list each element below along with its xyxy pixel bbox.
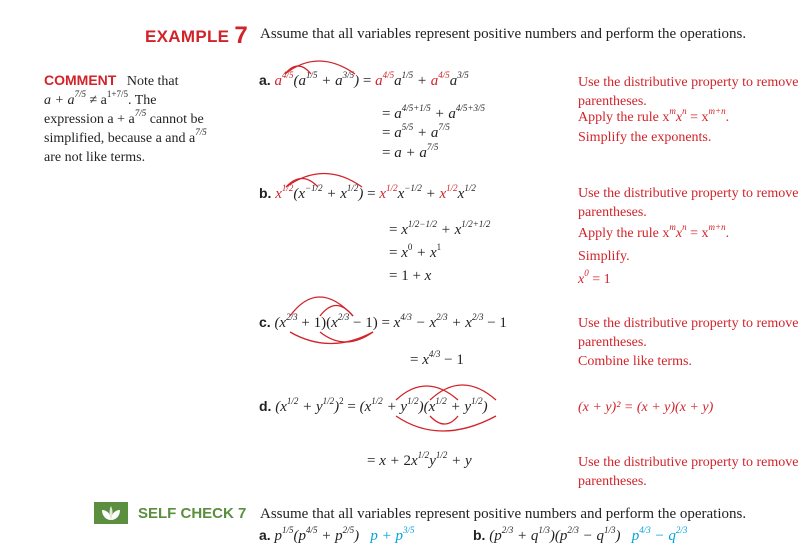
self-check-badge [94, 502, 128, 524]
part-a-line-3: = $a^{5/5} + a^{7/5}$ [382, 122, 450, 141]
leaf-badge-icon [94, 502, 128, 524]
arc-d-4 [430, 416, 458, 424]
part-b-line-3: = $x^0 + x^1$ [389, 242, 442, 261]
part-b-line-1: b. $x^{1/2}(x^{-1/2} + x^{1/2}) = x^{1/2}x^{-1/2} + x^{1/2}x^{1/2}$ [259, 183, 476, 202]
note-b-4: $x^0 = 1$ [578, 268, 611, 287]
self-check-instruction: Assume that all variables represent positive numbers and perform the operations. [260, 506, 747, 522]
example-label-text: EXAMPLE [145, 27, 230, 46]
part-d-line-1: d. $(x^{1/2} + y^{1/2})^2 = (x^{1/2} + y^{1/2})(x^{1/2} + y^{1/2})$ [259, 396, 488, 415]
comment-line-5: are not like terms. [44, 150, 146, 165]
comment-block [44, 71, 207, 167]
note-d-1: (x + y)² = (x + y)(x + y) [578, 400, 714, 415]
arc-c-2 [290, 332, 373, 344]
comment-line-2: $a + a^{7/5} \ne a^{1+7/5}$. The [44, 89, 157, 108]
part-c-line-2: = $x^{4/3} - 1$ [410, 349, 464, 368]
self-check-b-answer: $p^{4/3} - q^{2/3}$ [631, 525, 688, 544]
part-a-line-2: = $a^{4/5+1/5} + a^{4/5+3/5}$ [382, 103, 485, 122]
self-check-a: a. $p^{1/5}(p^{4/5} + p^{2/5}) p + p^{3/5}$ [259, 525, 415, 544]
comment-line-4: simplified, because a and $a^{7/5}$ [44, 127, 207, 146]
comment-line-3: expression $a + a^{7/5}$ cannot be [44, 108, 204, 127]
part-d-line-2: = $x + 2x^{1/2}y^{1/2} + y$ [367, 450, 472, 469]
part-c-line-1: c. $(x^{2/3} + 1)(x^{2/3} - 1) = x^{4/3} - x^{2/3} + x^{2/3} - 1$ [259, 312, 507, 331]
comment-text-1: Note that [126, 74, 179, 89]
note-b-1: Use the distributive property to remove parentheses. [578, 186, 799, 220]
note-a-1: Use the distributive property to remove parentheses. [578, 75, 799, 109]
part-b-line-2: = $x^{1/2-1/2} + x^{1/2+1/2}$ [389, 219, 491, 238]
comment-title: COMMENT [44, 72, 117, 88]
example-instruction: Assume that all variables represent positive numbers and perform the operations. [260, 26, 747, 42]
self-check-b: b. $(p^{2/3} + q^{1/3})(p^{2/3} - q^{1/3}) p^{4/3} - q^{2/3}$ [473, 525, 688, 544]
example-number: 7 [234, 22, 248, 49]
part-b-line-4: = 1 + x [389, 268, 432, 284]
part-a-line-1: a. $a^{4/5}(a^{1/5} + a^{3/5}) = a^{4/5}a^{1/5} + a^{4/5}a^{3/5}$ [259, 70, 469, 89]
arc-c-4 [320, 332, 373, 342]
arc-d-2 [396, 416, 496, 431]
part-a-line-4: = $a + a^{7/5}$ [382, 142, 439, 161]
part-a-label: a. [259, 72, 271, 88]
comment-line-1 [44, 71, 207, 91]
part-c-label: c. [259, 314, 271, 330]
part-b-label: b. [259, 185, 272, 201]
note-c-2: Combine like terms. [578, 354, 692, 369]
self-check-label: SELF CHECK 7 [138, 505, 247, 522]
part-d-label: d. [259, 398, 272, 414]
note-d-2: Use the distributive property to remove parentheses. [578, 455, 799, 489]
note-c-1: Use the distributive property to remove parentheses. [578, 316, 799, 350]
self-check-a-answer: $p + p^{3/5}$ [370, 525, 415, 544]
note-b-2: Apply the rule $x^mx^n = x^{m+n}$. [578, 222, 730, 241]
note-b-3: Simplify. [578, 249, 630, 264]
note-a-3: Simplify the exponents. [578, 130, 712, 145]
example-label [145, 22, 248, 50]
note-a-2: Apply the rule $x^mx^n = x^{m+n}$. [578, 106, 730, 125]
